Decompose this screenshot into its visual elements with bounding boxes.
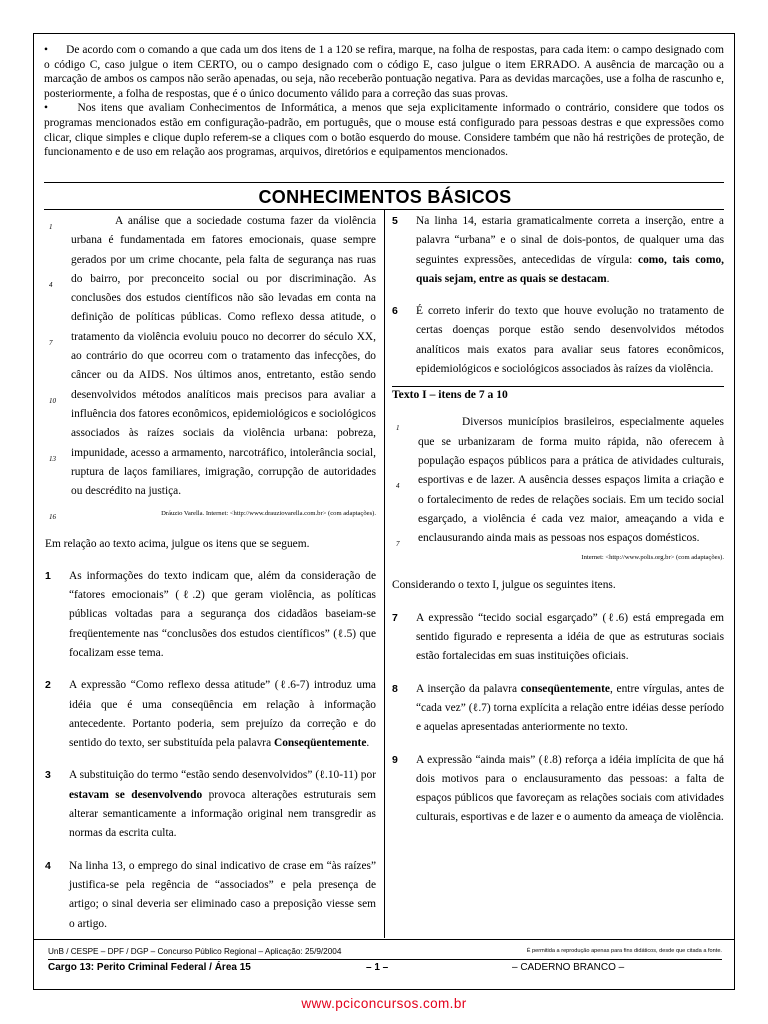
source-citation: Internet: <http://www.polis.org.br> (com adaptações).: [581, 554, 724, 562]
question-item: [392, 212, 724, 289]
item-text: É correto inferir do texto que houve evolução no tratamento de certas doenças porque estão sendo desenvolvidos métodos analíticos mais exatos para avaliar seus fatores econômicos, epidemiológicos e sociológicos associados às raízes da violência.: [416, 305, 724, 376]
question-item: [392, 302, 724, 379]
item-text: As informações do texto indicam que, além da consideração de “fatores emocionais” (ℓ.2) que geram violência, as políticas públicas voltadas para a segurança dos cidadãos baseiam-se freqüentemente nas “conclusões dos estudos científicos” (ℓ.5) que focalizam esse tema.: [69, 569, 376, 659]
item-text: A expressão “Como reflexo dessa atitude” (ℓ.6-7) introduz uma idéia que é uma conseqüência em relação à informação antecedente. Portanto poderia, sem prejuízo da correção e do sentido do texto, ser substituída pela palavra: [69, 679, 376, 750]
footer-divider: [48, 959, 722, 960]
item-number: 3: [45, 769, 51, 782]
question-item: [392, 609, 724, 667]
line-number: 7: [49, 339, 53, 347]
line-number: 10: [49, 397, 56, 405]
line-number: 7: [396, 540, 400, 549]
item-number: 2: [45, 679, 51, 692]
question-item: [45, 567, 376, 663]
page-number: – 1 –: [366, 962, 389, 973]
footer-caderno: – CADERNO BRANCO –: [512, 962, 625, 973]
question-item: [45, 766, 376, 843]
exam-page: [33, 33, 735, 990]
item-number: 9: [392, 753, 398, 766]
instruction-2: • Nos itens que avaliam Conhecimentos de Informática, a menos que seja explicitamente informado o contrário, considere que todos os programas mencionados estão em configuração-padrão, em português, que o mouse está configurado para pessoas destras e que expressões como clicar, clique simples e clique duplo referem-se a cliques com o botão esquerdo do mouse. Considere também que não há restrições de proteção, de funcionamento e de uso em relação aos programas, arquivos, diretórios e equipamentos mencionados.: [44, 102, 724, 159]
divider: [392, 386, 724, 387]
item-text: Na linha 13, o emprego do sinal indicativo de crase em “às raízes” justifica-se pela regência de “associados” e pela presença de artigo; o sinal deveria ser eliminado caso a preposição viesse sem o artigo.: [69, 859, 376, 930]
footer-line-2: [48, 962, 722, 973]
item-number: 5: [392, 215, 398, 227]
item-text: , entre vírgulas, antes de “cada vez” (ℓ.7) torna explícita a relação entre idéias desse período e aquelas apresentadas anteriormente no texto.: [416, 682, 724, 734]
line-number: 16: [49, 513, 56, 521]
text-passage-2: [396, 413, 724, 549]
items-list: [45, 567, 376, 934]
instructions: [44, 43, 724, 160]
footer-exam-info: UnB / CESPE – DPF / DGP – Concurso Público Regional – Aplicação: 25/9/2004: [48, 947, 342, 956]
passage-body: A análise que a sociedade costuma fazer da violência urbana é fundamentada em fatores emocionais, quase sempre gerados por um crime chocante, pela falta de segurança nas ruas do bairro, por preconceito social ou por discriminação. As conclusões dos estudos científicos não são levadas em conta na definição de políticas públicas. Como reflexo dessa atitude, o tratamento da violência evoluiu pouco no decorrer do século XX, ao contrário do que ocorreu com o tratamento das infecções, do câncer ou da AIDS. Nos últimos anos, entretanto, estão sendo desenvolvidos métodos analíticos mais precisos para avaliar a influência dos fatores econômicos, epidemiológicos e sociológicos associados às raízes sociais da violência urbana: pobreza, impunidade, acesso a armamento, narcotráfico, intolerância social, ruptura de laços familiares, imigração, corrupção de autoridades ou descrédito na justiça.: [71, 215, 376, 498]
question-item: [392, 751, 724, 828]
question-item: [45, 676, 376, 753]
item-text: provoca alterações estruturais sem alterar semanticamente a informação original nem transgredir as normas da escrita culta.: [69, 788, 376, 840]
footer-divider: [34, 939, 734, 940]
item-bold: conseqüentemente: [520, 682, 610, 695]
footer-note: É permitida a reprodução apenas para fins didáticos, desde que citada a fonte.: [526, 948, 722, 954]
item-number: 6: [392, 305, 398, 318]
item-text: .: [606, 272, 610, 285]
item-bold: estavam se desenvolvendo: [69, 788, 203, 801]
text-header: Texto I – itens de 7 a 10: [392, 388, 508, 402]
source-citation: Dráuzio Varella. Internet: <http://www.drauziovarella.com.br> (com adaptações).: [161, 510, 376, 518]
instruction-prompt: Considerando o texto I, julgue os seguintes itens.: [392, 579, 616, 592]
item-bold: Conseqüentemente: [274, 737, 367, 750]
line-number: 1: [49, 223, 53, 231]
footer-cargo: Cargo 13: Perito Criminal Federal / Área 15: [48, 962, 251, 973]
item-text: A inserção da palavra: [416, 682, 518, 695]
passage-body: Diversos municípios brasileiros, especialmente aqueles que se urbanizaram de forma muito rápida, não oferecem à população espaços públicos para a prática de atividades culturais, esportivas e de lazer. A ausência desses espaços limita a criação e o fortalecimento de redes de relações sociais. Em um tecido social esgarçado, a violência é cada vez maior, ameaçando a vida e enclausurando ainda mais as pessoas nos espaços domésticos.: [418, 416, 724, 545]
instruction-1: • De acordo com o comando a que cada um dos itens de 1 a 120 se refira, marque, na folha de respostas, para cada item: o campo designado com o código C, caso julgue o item CERTO, ou o campo designado com o código E, caso julgue o item ERRADO. A ausência de marcação ou a marcação de ambos os campos não serão apenadas, ou seja, não receberão pontuação negativa. Para as devidas marcações, use a folha de rascunho e, posteriormente, a folha de respostas, que é o único documento válido para a correção das suas provas.: [44, 44, 724, 100]
item-number: 7: [392, 611, 398, 624]
line-number: 1: [396, 424, 400, 433]
line-number: 4: [396, 482, 400, 491]
right-column: [392, 212, 724, 828]
item-text: A expressão “ainda mais” (ℓ.8) reforça a idéia implícita de que há dois motivos para o enclausuramento das pessoas: a falta de espaços públicos que favoreçam as relações sociais com atividades culturais, esportivas e de lazer e o aumento da ameaça de violência.: [416, 753, 724, 824]
item-number: 1: [45, 569, 51, 582]
item-text: A expressão “tecido social esgarçado” (ℓ.6) está empregada em sentido figurado e representa a idéia de que as estruturas sociais estão fortalecidas em suas instituições oficiais.: [416, 611, 724, 663]
line-number: 4: [49, 281, 53, 289]
section-title: CONHECIMENTOS BÁSICOS: [258, 187, 512, 207]
instruction-prompt: Em relação ao texto acima, julgue os itens que se seguem.: [45, 538, 310, 551]
item-number: 4: [45, 859, 51, 872]
item-bold: como, tais como, quais sejam, entre as quais se destacam: [416, 253, 724, 285]
item-text: A substituição do termo “estão sendo desenvolvidos” (ℓ.10-11) por: [69, 769, 376, 782]
item-text: .: [366, 737, 370, 750]
column-divider: [384, 210, 385, 938]
item-text: Na linha 14, estaria gramaticalmente correta a inserção, entre a palavra “urbana” e o sinal de dois-pontos, de qualquer uma das seguintes expressões, antecedidas de vírgula:: [416, 215, 724, 266]
left-column: [45, 212, 376, 934]
question-item: [392, 680, 724, 738]
website-link[interactable]: www.pciconcursos.com.br: [301, 996, 467, 1011]
footer-line-1: [48, 947, 722, 956]
question-item: [45, 857, 376, 934]
item-number: 8: [392, 682, 398, 695]
divider: [44, 182, 724, 183]
line-number: 13: [49, 455, 56, 463]
